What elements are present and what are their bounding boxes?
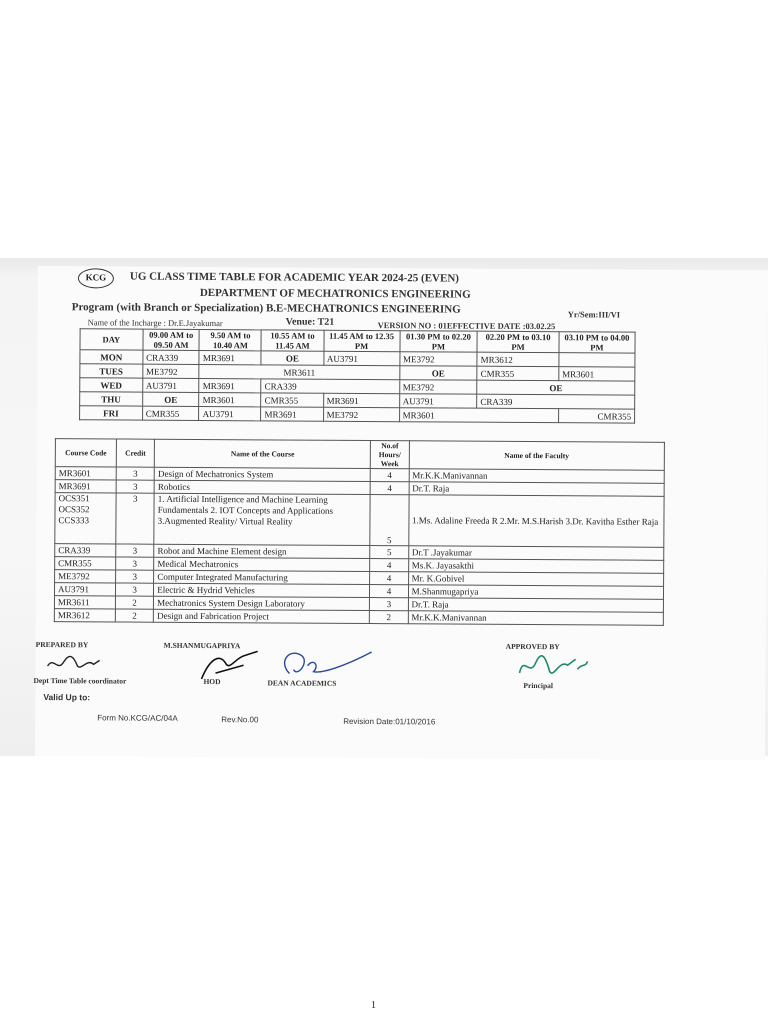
year-sem: Yr/Sem:III/VI bbox=[567, 309, 621, 320]
course-code-header: Course Code bbox=[55, 439, 116, 467]
doc-title: UG CLASS TIME TABLE FOR ACADEMIC YEAR 2024-25 (EVEN) bbox=[129, 270, 459, 285]
course-code: MR3691 bbox=[55, 480, 116, 493]
revision-date: Revision Date:01/10/2016 bbox=[343, 716, 436, 727]
hours: 5 bbox=[370, 546, 408, 559]
course-code: CRA339 bbox=[55, 544, 116, 557]
credit: 3 bbox=[116, 570, 154, 583]
slot-header: 03.10 PM to 04.00 PM bbox=[559, 332, 635, 353]
faculty: Dr.T .Jayakumar bbox=[408, 546, 663, 561]
course-code: OCS351 OCS352 CCS333 bbox=[55, 493, 116, 544]
cell: MR3691 bbox=[199, 350, 261, 364]
course-code: MR3601 bbox=[55, 467, 116, 480]
cell: CMR355 bbox=[261, 393, 323, 407]
course-name: Mechatronics System Design Laboratory bbox=[154, 596, 370, 610]
program-title: Program (with Branch or Specialization) B.E-MECHATRONICS ENGINEERING bbox=[71, 301, 461, 316]
hod-name: M.SHANMUGAPRIYA bbox=[163, 640, 241, 651]
credit: 2 bbox=[115, 609, 153, 622]
valid-up-to: Valid Up to: bbox=[43, 692, 91, 703]
cell: MR3612 bbox=[477, 352, 559, 366]
hours-header: No.of Hours/ Week bbox=[371, 441, 409, 469]
faculty: 1.Ms. Adaline Freeda R 2.Mr. M.S.Harish 3.Dr. Kavitha Esther Raja bbox=[408, 495, 664, 548]
faculty: Mr.K.K.Manivannan bbox=[408, 611, 663, 626]
course-table bbox=[54, 438, 665, 626]
course-name-header: Name of the Course bbox=[155, 439, 371, 468]
approved-by-label: APPROVED BY bbox=[505, 641, 560, 652]
slot-header: 10.55 AM to 11.45 AM bbox=[261, 330, 323, 351]
venue: Venue: T21 bbox=[285, 316, 335, 328]
dean-label: DEAN ACADEMICS bbox=[267, 678, 337, 688]
course-name: Design and Fabrication Project bbox=[154, 609, 370, 623]
cell: CMR355 bbox=[558, 409, 634, 423]
slot-header: 02.20 PM to 03.10 PM bbox=[477, 331, 559, 352]
cell: AU3791 bbox=[323, 351, 399, 365]
college-logo: KCG bbox=[78, 268, 114, 288]
prepared-by-label: PREPARED BY bbox=[35, 639, 89, 650]
page-number: 1 bbox=[371, 1000, 376, 1011]
timetable-grid bbox=[79, 328, 636, 423]
credit: 3 bbox=[116, 544, 154, 557]
hours: 4 bbox=[371, 469, 409, 482]
hours: 4 bbox=[370, 559, 408, 572]
credit: 3 bbox=[115, 583, 153, 596]
day-cell: MON bbox=[80, 350, 143, 364]
cell: CRA339 bbox=[143, 350, 200, 364]
rev-number: Rev.No.00 bbox=[221, 715, 259, 725]
cell: ME3792 bbox=[399, 352, 477, 366]
credit: 3 bbox=[116, 557, 154, 570]
cell: ME3792 bbox=[399, 380, 477, 394]
cell bbox=[559, 353, 635, 367]
cell: MR3601 bbox=[399, 408, 558, 423]
slot-header: 11.45 AM to 12.35 PM bbox=[323, 330, 399, 351]
course-name: Robot and Machine Element design bbox=[154, 544, 370, 558]
cell: MR3691 bbox=[323, 393, 399, 407]
coordinator-signature bbox=[43, 652, 103, 676]
course-code: ME3792 bbox=[55, 570, 116, 583]
slot-header: 9.50 AM to 10.40 AM bbox=[199, 329, 261, 350]
incharge: Name of the Incharge : Dr.E.Jayakumar bbox=[87, 317, 223, 329]
cell: OE bbox=[399, 366, 477, 380]
cell: MR3691 bbox=[199, 378, 261, 392]
course-name: Robotics bbox=[154, 480, 370, 494]
day-cell: THU bbox=[80, 392, 143, 406]
credit-header: Credit bbox=[116, 439, 154, 467]
course-name: Design of Mechatronics System bbox=[154, 467, 370, 481]
faculty: M.Shanmugapriya bbox=[408, 585, 663, 600]
cell: MR3601 bbox=[199, 392, 261, 406]
course-code: AU3791 bbox=[54, 583, 115, 596]
cell: AU3791 bbox=[199, 406, 261, 420]
cell: CMR355 bbox=[142, 406, 199, 420]
slot-header: 01.30 PM to 02.20 PM bbox=[400, 331, 478, 352]
hod-label: HOD bbox=[203, 677, 221, 687]
cell: OE bbox=[477, 380, 635, 395]
day-cell: WED bbox=[80, 378, 143, 392]
hours: 3 bbox=[370, 598, 408, 611]
day-cell: TUES bbox=[80, 364, 143, 378]
version-info: VERSION NO : 01EFFECTIVE DATE :03.02.25 bbox=[377, 320, 556, 332]
table-row bbox=[55, 493, 664, 548]
course-code: MR3612 bbox=[54, 609, 115, 622]
timetable-sheet bbox=[35, 266, 768, 760]
cell: AU3791 bbox=[399, 394, 477, 408]
hours: 4 bbox=[370, 572, 408, 585]
course-name: Electric & Hydrid Vehicles bbox=[154, 583, 370, 597]
row-fri bbox=[80, 406, 635, 423]
course-name: 1. Artificial Intelligence and Machine Learning Fundamentals 2. IOT Concepts and Applications 3.Augmented Reality/ Virtual Reality bbox=[154, 493, 370, 545]
credit: 3 bbox=[116, 493, 155, 544]
faculty: Ms.K. Jayasakthi bbox=[408, 559, 663, 574]
cell: MR3601 bbox=[559, 367, 635, 381]
hours: 4 bbox=[370, 585, 408, 598]
faculty: Mr. K.Gobivel bbox=[408, 572, 663, 587]
day-header: DAY bbox=[80, 329, 143, 350]
hours: 4 bbox=[370, 482, 408, 495]
credit: 3 bbox=[116, 480, 154, 493]
cell: ME3792 bbox=[142, 364, 199, 378]
faculty-header: Name of the Faculty bbox=[409, 441, 665, 471]
principal-label: Principal bbox=[523, 680, 554, 691]
faculty: Dr.T. Raja bbox=[408, 598, 663, 613]
faculty: Dr.T. Raja bbox=[409, 482, 664, 497]
course-code: MR3611 bbox=[54, 596, 115, 609]
cell: CRA339 bbox=[261, 379, 399, 394]
cell: CMR355 bbox=[477, 366, 559, 380]
cell: AU3791 bbox=[142, 378, 199, 392]
course-code: CMR355 bbox=[55, 557, 116, 570]
course-name: Computer Integrated Manufacturing bbox=[154, 570, 370, 584]
slot-header: 09.00 AM to 09.50 AM bbox=[143, 329, 200, 350]
cell: OE bbox=[261, 351, 323, 365]
cell: CRA339 bbox=[477, 394, 635, 409]
cell: MR3691 bbox=[261, 407, 323, 421]
dept-title: DEPARTMENT OF MECHATRONICS ENGINEERING bbox=[199, 286, 471, 301]
hours: 5 bbox=[370, 495, 409, 546]
credit: 2 bbox=[115, 596, 153, 609]
coordinator-label: Dept Time Table coordinator bbox=[33, 675, 127, 686]
course-name: Medical Mechatronics bbox=[154, 557, 370, 571]
faculty: Mr.K.K.Manivannan bbox=[409, 469, 664, 484]
form-number: Form No.KCG/AC/04A bbox=[97, 713, 178, 723]
hours: 2 bbox=[370, 611, 408, 624]
day-cell: FRI bbox=[80, 406, 143, 420]
table-row bbox=[54, 609, 663, 626]
credit: 3 bbox=[116, 467, 154, 480]
document-photo bbox=[0, 258, 768, 756]
cell: OE bbox=[142, 392, 199, 406]
cell: ME3792 bbox=[323, 407, 399, 421]
cell: MR3611 bbox=[199, 364, 399, 379]
